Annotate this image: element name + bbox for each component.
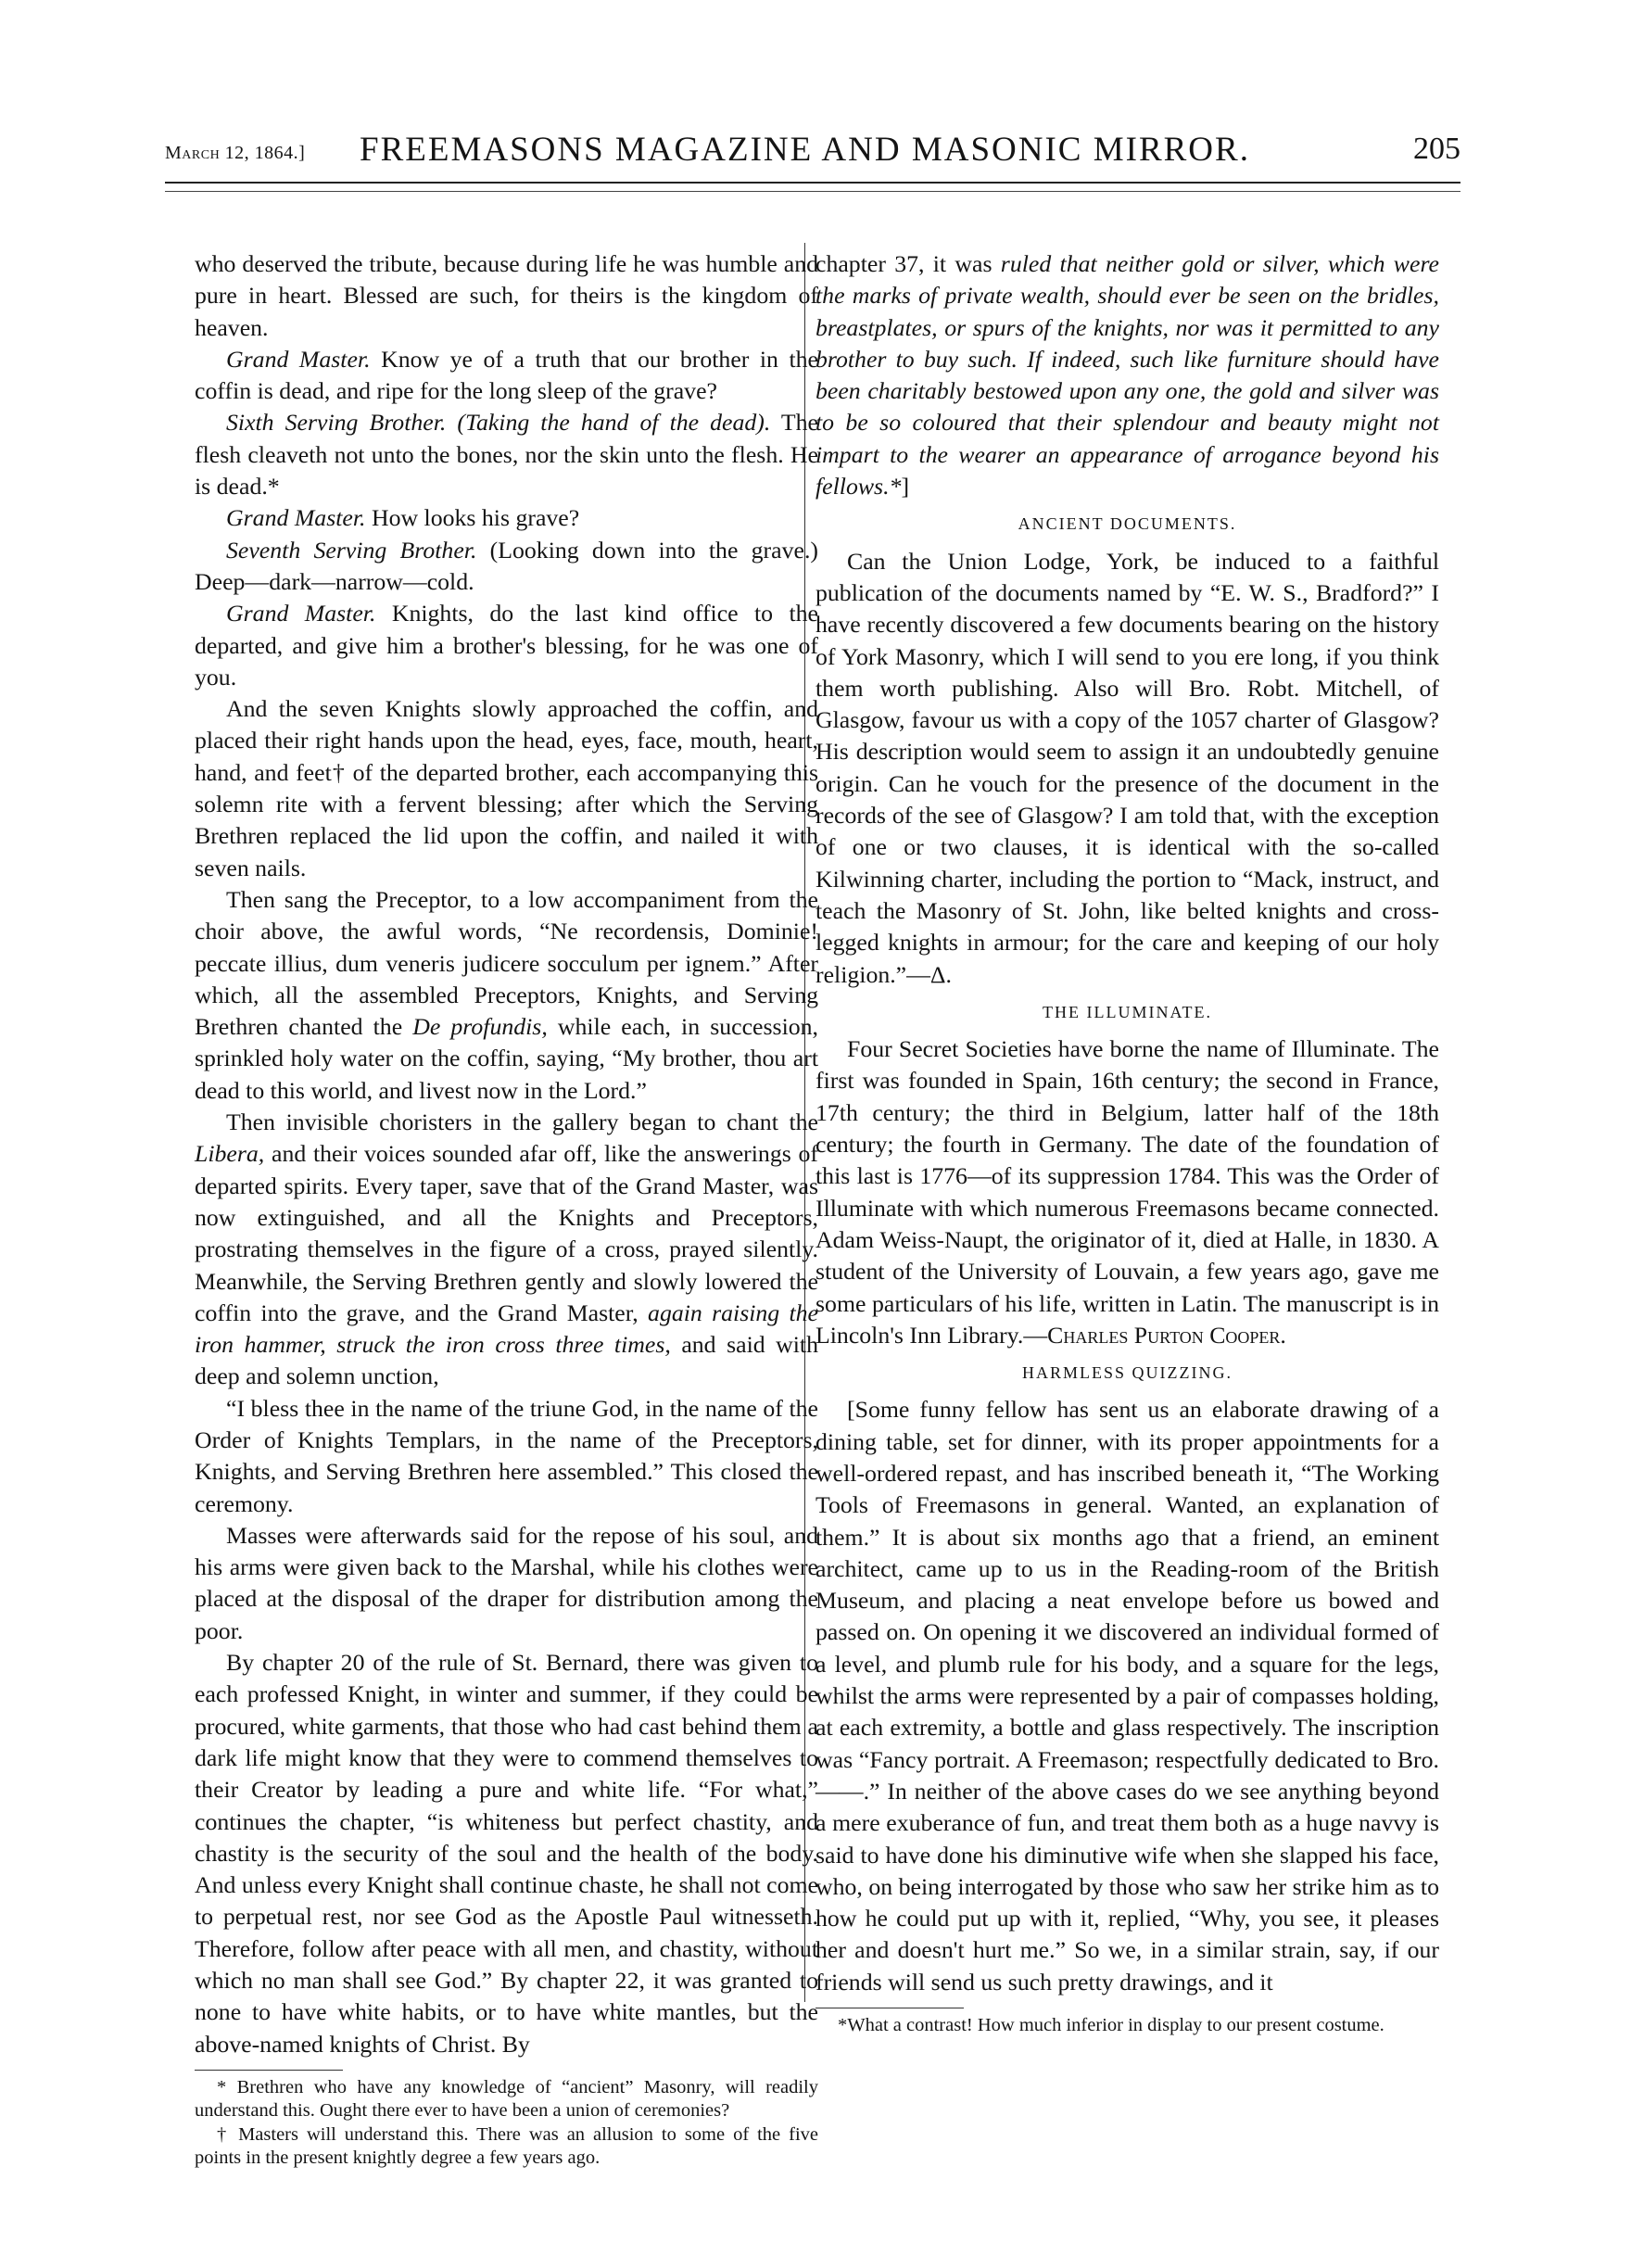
page-header (165, 130, 1460, 174)
publication-title: FREEMASONS MAGAZINE AND MASONIC MIRROR. (360, 131, 1250, 169)
text-run: Then sang the Preceptor, to a low accompaniment from the choir above, the awful words, “Ne recordensis, Dominie! peccate illius, dum veneris judicere socculum per ignem.” After which, all the assembled Preceptors, Knights, and Serving Brethren chanted the (195, 885, 818, 1041)
speech: (Looking down into the grave.) Deep—dark—narrow—cold. (195, 536, 818, 595)
signature: Charles Purton Cooper. (1047, 1321, 1286, 1349)
dialogue-line (195, 535, 818, 599)
paragraph: who deserved the tribute, because during life he was humble and pure in heart. Blessed are such, for theirs is the kingdom of heaven. (195, 250, 818, 341)
page-number: 205 (1413, 132, 1460, 166)
text-run: Four Secret Societies have borne the name of Illuminate. The first was founded in Spain, 16th century; the second in France, 17th century; the third in Belgium, latter half of the 18th century; the fourth in Germany. The date of the foundation of this last is 1776—of its suppression 1784. This was the Order of Illuminate with which numerous Freemasons became connected. Adam Weiss-Naupt, the originator of it, died at Halle, in 1830. A student of the University of Louvain, a few years ago, gave me some particulars of his life, written in Latin. The manuscript is in Lincoln's Inn Library.— (816, 1035, 1439, 1349)
right-column (816, 248, 1439, 2038)
stage-direction: (Taking the hand of the dead). (446, 409, 771, 437)
speaker: Sixth Serving Brother. (226, 409, 447, 437)
italic-run: ruled that neither gold or silver, which were the marks of private wealth, should ever be seen on the bridles, breastplates, or spurs of the knights, nor was it permitted to any brother to buy such. If indeed, such like furniture should have been charitably bestowed upon any one, the gold and silver was to be so coloured that their splendour and beauty might not impart to the wearer an appearance of arrogance beyond his fellows.* (816, 250, 1439, 500)
issue-date: March 12, 1864.] (165, 143, 306, 163)
dialogue-line (195, 502, 818, 534)
paragraph: By chapter 20 of the rule of St. Bernard, there was given to each professed Knight, in winter and summer, if they could be procured, white garments, that those who had cast behind them a dark life might know that they were to commend themselves to their Creator by leading a pure and white life. “For what,” continues the chapter, “is whiteness but perfect chastity, and chastity is the security of the soul and the health of the body. And unless every Knight shall continue chaste, he shall not come to perpetual rest, nor see God as the Apostle Paul witnesseth. Therefore, follow after peace with all men, and chastity, without which no man shall see God.” By chapter 22, it was granted to none to have white habits, or to have white mantles, but the above-named knights of Christ. By (195, 1649, 818, 2058)
header-rule (165, 182, 1460, 184)
italic-run: Libera, (195, 1140, 265, 1168)
section-heading: ANCIENT DOCUMENTS. (1018, 514, 1237, 534)
footnote-rule (195, 2070, 343, 2071)
left-column (195, 248, 818, 2171)
paragraph (816, 1033, 1439, 1351)
footnote: † Masters will understand this. There was an allusion to some of the five points in the present knightly degree a few years ago. (195, 2123, 818, 2169)
speech: How looks his grave? (365, 504, 580, 532)
paragraph: [Some funny fellow has sent us an elaborate drawing of a dining table, set for dinner, with its proper appointments for a well-ordered repast, and has inscribed beneath it, “The Working Tools of Freemasons in general. Wanted, an explanation of them.” It is about six months ago that a friend, an eminent architect, came up to us in the Reading-room of the British Museum, and placing a neat envelope before us bowed and passed on. On opening it we discovered an individual formed of a level, and plumb rule for his body, and a square for the legs, whilst the arms were represented by a pair of compasses holding, at each extremity, a bottle and glass respectively. The inscription was “Fancy portrait. A Freemason; respectfully dedicated to Bro. ——.” In neither of the above cases do we see anything beyond a mere exuberance of fun, and treat them both as a huge navvy is said to have done his diminutive wife when she slapped his face, who, on being interrogated by those who saw her strike him as to how he could put up with it, replied, “Why, you see, it pleases her and doesn't hurt me.” So we, in a similar strain, say, if our friends will send us such pretty drawings, and it (816, 1396, 1439, 1996)
dialogue-line (195, 344, 818, 408)
speaker: Grand Master. (226, 504, 366, 532)
paragraph: And the seven Knights slowly approached the coffin, and placed their right hands upon the head, eyes, face, mouth, heart, hand, and feet† of the departed brother, each accompanying this solemn rite with a fervent blessing; after which the Serving Brethren replaced the lid upon the coffin, and nailed it with seven nails. (195, 695, 818, 881)
speaker: Grand Master. (226, 600, 376, 627)
paragraph: Can the Union Lodge, York, be induced to a faithful publication of the documents named by “E. W. S., Bradford?” I have recently discovered a few documents bearing on the history of York Masonry, which I will send to you ere long, if you think them worth publishing. Also will Bro. Robt. Mitchell, of Glasgow, favour us with a copy of the 1057 charter of Glasgow? His description would seem to assign it an undoubtedly genuine origin. Can he vouch for the presence of the document in the records of the see of Glasgow? I am told that, with the exception of one or two clauses, it is identical with the so-called Kilwinning charter, including the portion to “Mack, instruct, and teach the Masonry of St. John, like belted knights and cross-legged knights in armour; for the care and keeping of our holy religion.”—Δ. (816, 547, 1439, 988)
text-run: while each, in succession, sprinkled holy water on the coffin, saying, “My brother, thou art dead to this world, and livest now in the Lord.” (195, 1013, 818, 1104)
italic-run: again raising the iron hammer, struck the iron cross three times, (195, 1299, 818, 1359)
section-heading: THE ILLUMINATE. (1043, 1002, 1212, 1021)
text-run: and their voices sounded afar off, like the answerings of departed spirits. Every taper, save that of the Grand Master, was now extinguished, and all the Knights and Preceptors, prostrating themselves in the figure of a cross, prayed silently. Meanwhile, the Serving Brethren gently and slowly lowered the coffin into the grave, and the Grand Master, (195, 1140, 818, 1326)
text-run: and said with deep and solemn unction, (195, 1331, 819, 1390)
speaker: Grand Master. (226, 345, 371, 373)
section-heading: HARMLESS QUIZZING. (1022, 1363, 1233, 1383)
speaker: Seventh Serving Brother. (226, 536, 477, 564)
text-run: chapter 37, it was (816, 250, 1001, 277)
dialogue-line (195, 407, 818, 502)
footnote: *What a contrast! How much inferior in display to our present costume. (838, 2015, 1384, 2036)
paragraph (195, 1107, 818, 1393)
dialogue-line (195, 598, 818, 693)
speech: The flesh cleaveth not unto the bones, nor the skin unto the flesh. He is dead.* (195, 409, 819, 500)
speech: Knights, do the last kind office to the departed, and give him a brother's blessing, for he was one of you. (195, 600, 818, 691)
paragraph (195, 884, 818, 1107)
italic-run: De profundis, (412, 1013, 548, 1041)
paragraph: “I bless thee in the name of the triune God, in the name of the Order of Knights Templars, in the name of the Preceptors, Knights, and Serving Brethren here assembled.” This closed the ceremony. (195, 1394, 818, 1517)
paragraph: Masses were afterwards said for the repose of his soul, and his arms were given back to the Marshal, while his clothes were placed at the disposal of the draper for distribution among the poor. (195, 1521, 818, 1644)
speech: Know ye of a truth that our brother in the coffin is dead, and ripe for the long sleep of the grave? (195, 345, 818, 405)
paragraph (816, 248, 1439, 502)
text-run: ] (901, 473, 910, 500)
header-rule-thin (165, 191, 1460, 192)
footnote: * Brethren who have any knowledge of “ancient” Masonry, will readily understand this. Ought there ever to have been a union of ceremonies? (195, 2076, 818, 2122)
text-run: Then invisible choristers in the gallery began to chant the (226, 1109, 818, 1136)
